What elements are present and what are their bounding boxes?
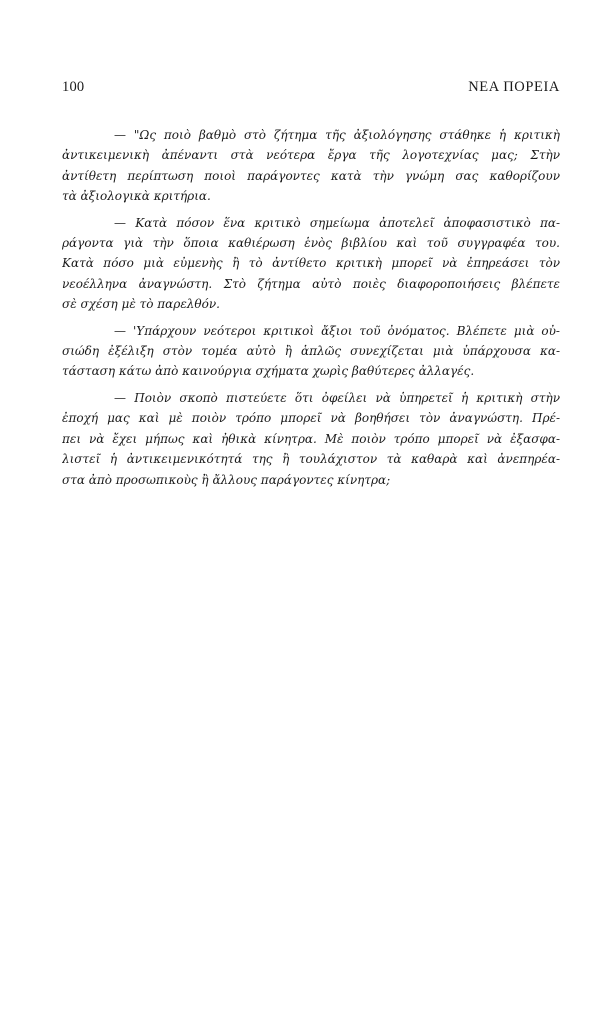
text-line: τὰ ἀξιολογικὰ κριτήρια. <box>62 189 211 204</box>
paragraph-question-3 <box>62 321 560 382</box>
journal-title: ΝΕΑ ΠΟΡΕΙΑ <box>468 79 560 95</box>
text-line: λιστεῖ ἡ ἀντικειμενικότητά της ἢ τουλάχιστον τὰ καθαρὰ καὶ ἀνεπηρέα- <box>62 452 560 467</box>
text-line: — Κατὰ πόσον ἕνα κριτικὸ σημείωμα ἀποτελεῖ ἀποφασιστικὸ πα- <box>114 215 560 230</box>
page-number: 100 <box>62 79 85 95</box>
text-line: ἐποχή μας καὶ μὲ ποιὸν τρόπο μπορεῖ νὰ βοηθήσει τὸν ἀναγνώστη. Πρέ- <box>62 411 560 426</box>
text-line: τάσταση κάτω ἀπὸ καινούργια σχήματα χωρὶς βαθύτερες ἀλλαγές. <box>62 364 475 379</box>
text-line: νεοέλληνα ἀναγνώστη. Στὸ ζήτημα αὐτὸ ποιὲς διαφοροποιήσεις βλέπετε <box>62 276 560 291</box>
paragraph-question-1 <box>62 125 560 207</box>
text-line: — 'Υπάρχουν νεότεροι κριτικοὶ ἄξιοι τοῦ ὀνόματος. Βλέπετε μιὰ οὐ- <box>114 323 560 338</box>
paragraph-question-4 <box>62 388 560 490</box>
text-line: σιώδη ἐξέλιξη στὸν τομέα αὐτὸ ἢ ἁπλῶς συνεχίζεται μιὰ ὑπάρχουσα κα- <box>62 344 560 359</box>
text-line: σὲ σχέση μὲ τὸ παρελθόν. <box>62 297 220 312</box>
text-line: — Ποιὸν σκοπὸ πιστεύετε ὅτι ὀφείλει νὰ ὑπηρετεῖ ἡ κριτικὴ στὴν <box>114 390 560 405</box>
text-line: ἀντικειμενικὴ ἀπέναντι στὰ νεότερα ἔργα τῆς λογοτεχνίας μας; Στὴν <box>62 148 560 163</box>
body-text <box>62 125 560 496</box>
text-line: ράγοντα γιὰ τὴν ὅποια καθιέρωση ἑνὸς βιβλίου καὶ τοῦ συγγραφέα του. <box>62 236 560 251</box>
paragraph-question-2 <box>62 213 560 315</box>
text-line: — "Ως ποιὸ βαθμὸ στὸ ζήτημα τῆς ἀξιολόγησης στάθηκε ἡ κριτικὴ <box>114 128 560 142</box>
text-line: ἀντίθετη περίπτωση ποιοὶ παράγοντες κατὰ τὴν γνώμη σας καθορίζουν <box>62 168 560 183</box>
running-head <box>62 79 560 99</box>
text-line: Κατὰ πόσο μιὰ εὐμενὴς ἢ τὸ ἀντίθετο κριτικὴ μπορεῖ νὰ ἐπηρεάσει τὸν <box>62 256 560 271</box>
text-line: στα ἀπὸ προσωπικοὺς ἢ ἄλλους παράγοντες κίνητρα; <box>62 472 391 487</box>
text-line: πει νὰ ἔχει μήπως καὶ ἠθικὰ κίνητρα. Μὲ ποιὸν τρόπο μπορεῖ νὰ ἐξασφα- <box>62 431 560 446</box>
